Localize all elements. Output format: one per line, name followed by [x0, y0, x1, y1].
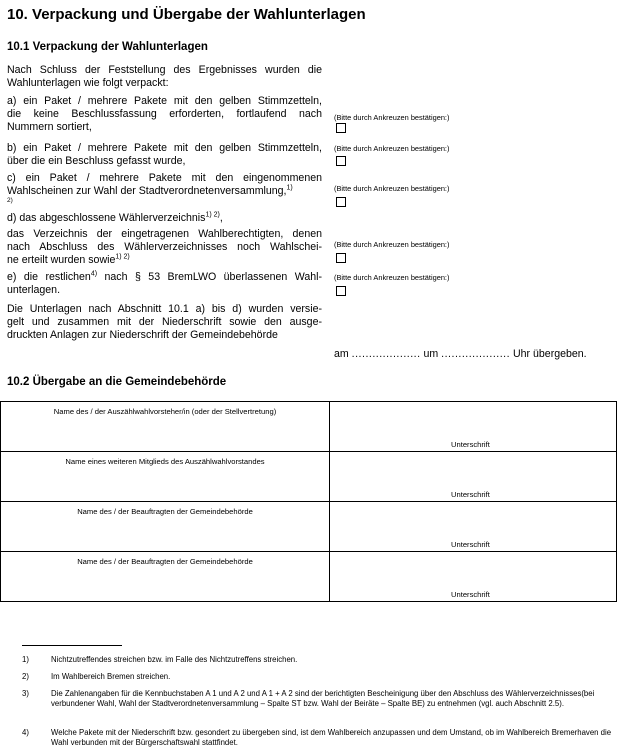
item-d-tail: ,: [219, 212, 223, 224]
footnote-ref: 2): [7, 197, 13, 204]
section-heading-uebergabe: 10.2 Übergabe an die Gemeindebehörde: [7, 376, 227, 388]
name-cell[interactable]: [1, 502, 330, 552]
signature-label: Unterschrift: [451, 540, 490, 549]
item-a: [7, 95, 322, 134]
table-row: [1, 502, 617, 552]
item-e: [7, 271, 322, 297]
signature-label: Unterschrift: [451, 590, 490, 599]
confirm-note-d: (Bitte durch Ankreuzen bestätigen:): [334, 240, 450, 249]
signature-label: Unterschrift: [451, 490, 490, 499]
item-e-pre: e) die restlichen: [7, 271, 91, 283]
name-label: Name des / der Auszählwahlvorsteher/in (oder der Stellvertretung): [53, 407, 277, 416]
item-dv: [7, 228, 322, 267]
label-am: am: [334, 348, 349, 360]
section-heading-verpackung: 10.1 Verpackung der Wahlunterlagen: [7, 41, 208, 53]
footnote-text: Im Wahlbereich Bremen streichen.: [51, 672, 171, 681]
item-e-line: [7, 271, 322, 284]
table-row: [1, 452, 617, 502]
item-dv-line: nach Abschluss des Wählerverzeichnisses noch Wahlschei-: [7, 241, 322, 253]
item-c-line: c) ein Paket / mehrere Pakete mit den eingenommenen: [7, 172, 322, 184]
footnote-number: 2): [22, 672, 29, 681]
signature-table: [0, 401, 617, 602]
closing-line: druckten Anlagen zur Niederschrift der Gemeindebehörde: [7, 329, 278, 341]
name-cell[interactable]: [1, 402, 330, 452]
intro-text: [7, 64, 322, 90]
name-cell[interactable]: [1, 552, 330, 602]
name-cell[interactable]: [1, 452, 330, 502]
label-uhr: Uhr übergeben.: [513, 348, 587, 360]
item-a-line: die keine Beschlussfassung erforderten, fortlaufend nach: [7, 108, 322, 120]
checkbox-a[interactable]: [336, 123, 346, 133]
footnote-text: Die Zahlenangaben für die Kennbuchstaben A 1 und A 2 und A 1 + A 2 sind der berichtigten Bescheinigung über den Abschluss des Wählerverzeichnisses(bei verbundener Wahl, Wahl der Stadtverordnetenversammlung – Spalte ST bzw. Wahl der Beiräte – Spalte BE) zu entnehmen (vgl. auch Abschnitt 2.5).: [51, 689, 595, 708]
footnote-ref: 1) 2): [205, 211, 220, 219]
signature-label: Unterschrift: [451, 440, 490, 449]
closing-line: gelt und zusammen mit der Niederschrift sowie den ausge-: [7, 316, 322, 328]
closing-line: Die Unterlagen nach Abschnitt 10.1 a) bis d) wurden versie-: [7, 303, 322, 315]
time-field[interactable]: ....................: [441, 348, 511, 360]
closing-text: [7, 303, 322, 342]
footnote-text: Nichtzutreffendes streichen bzw. im Falle des Nichtzutreffens streichen.: [51, 655, 298, 664]
item-e-line: unterlagen.: [7, 284, 61, 296]
confirm-note-a: (Bitte durch Ankreuzen bestätigen:): [334, 113, 450, 122]
table-row: [1, 552, 617, 602]
footnote-number: 4): [22, 728, 29, 737]
confirm-note-b: (Bitte durch Ankreuzen bestätigen:): [334, 144, 450, 153]
name-label: Name des / der Beauftragten der Gemeindebehörde: [77, 507, 253, 516]
item-c-line: Wahlscheinen zur Wahl der Stadtverordnetenversammlung,: [7, 185, 287, 197]
signature-cell[interactable]: [330, 502, 617, 552]
name-label: Name eines weiteren Mitglieds des Auszählwahlvorstandes: [65, 457, 265, 466]
footnote-ref: 1): [286, 184, 293, 192]
item-dv-line: ne erteilt wurden sowie: [7, 254, 116, 266]
page-title: 10. Verpackung und Übergabe der Wahlunterlagen: [7, 6, 366, 23]
intro-line: Nach Schluss der Feststellung des Ergebnisses wurden die: [7, 64, 322, 76]
confirm-note-c: (Bitte durch Ankreuzen bestätigen:): [334, 184, 450, 193]
intro-line: Wahlunterlagen wie folgt verpackt:: [7, 77, 169, 89]
signature-cell[interactable]: [330, 402, 617, 452]
item-dv-line: das Verzeichnis der eingetragenen Wahlberechtigten, denen: [7, 228, 322, 240]
checkbox-b[interactable]: [336, 156, 346, 166]
item-d: [7, 212, 223, 225]
handover-line: [334, 348, 587, 361]
checkbox-c[interactable]: [336, 197, 346, 207]
item-a-line: a) ein Paket / mehrere Pakete mit den gelben Stimmzetteln,: [7, 95, 322, 107]
signature-cell[interactable]: [330, 552, 617, 602]
checkbox-e[interactable]: [336, 286, 346, 296]
footnote-ref: 1) 2): [115, 253, 130, 261]
footnote-number: 1): [22, 655, 29, 664]
item-c: [7, 172, 322, 198]
table-row: [1, 402, 617, 452]
item-b-line: b) ein Paket / mehrere Pakete mit den gelben Stimmzetteln,: [7, 142, 322, 154]
item-b: [7, 142, 322, 168]
date-field[interactable]: ....................: [351, 348, 421, 360]
label-um: um: [423, 348, 439, 360]
item-d-text: d) das abgeschlossene Wählerverzeichnis: [7, 212, 206, 224]
item-b-line: über die ein Beschluss gefasst wurde,: [7, 155, 186, 167]
signature-cell[interactable]: [330, 452, 617, 502]
checkbox-d[interactable]: [336, 253, 346, 263]
confirm-note-e: (Bitte durch Ankreuzen bestätigen:): [334, 273, 450, 282]
item-a-line: Nummern sortiert,: [7, 121, 92, 133]
footnote-number: 3): [22, 689, 29, 698]
item-e-post: nach § 53 BremLWO überlassenen Wahl-: [97, 271, 322, 283]
footnote-ref: 4): [90, 270, 98, 278]
footnote-text: Welche Pakete mit der Niederschrift bzw. gesondert zu übergeben sind, ist dem Wahlbereich anzupassen und dem Umstand, ob im Wahlbereich Bremerhaven die Wahl verbunden mit der Bürgerschaftswahl stattfindet.: [51, 728, 612, 747]
name-label: Name des / der Beauftragten der Gemeindebehörde: [77, 557, 253, 566]
footnote-divider: [22, 645, 122, 646]
